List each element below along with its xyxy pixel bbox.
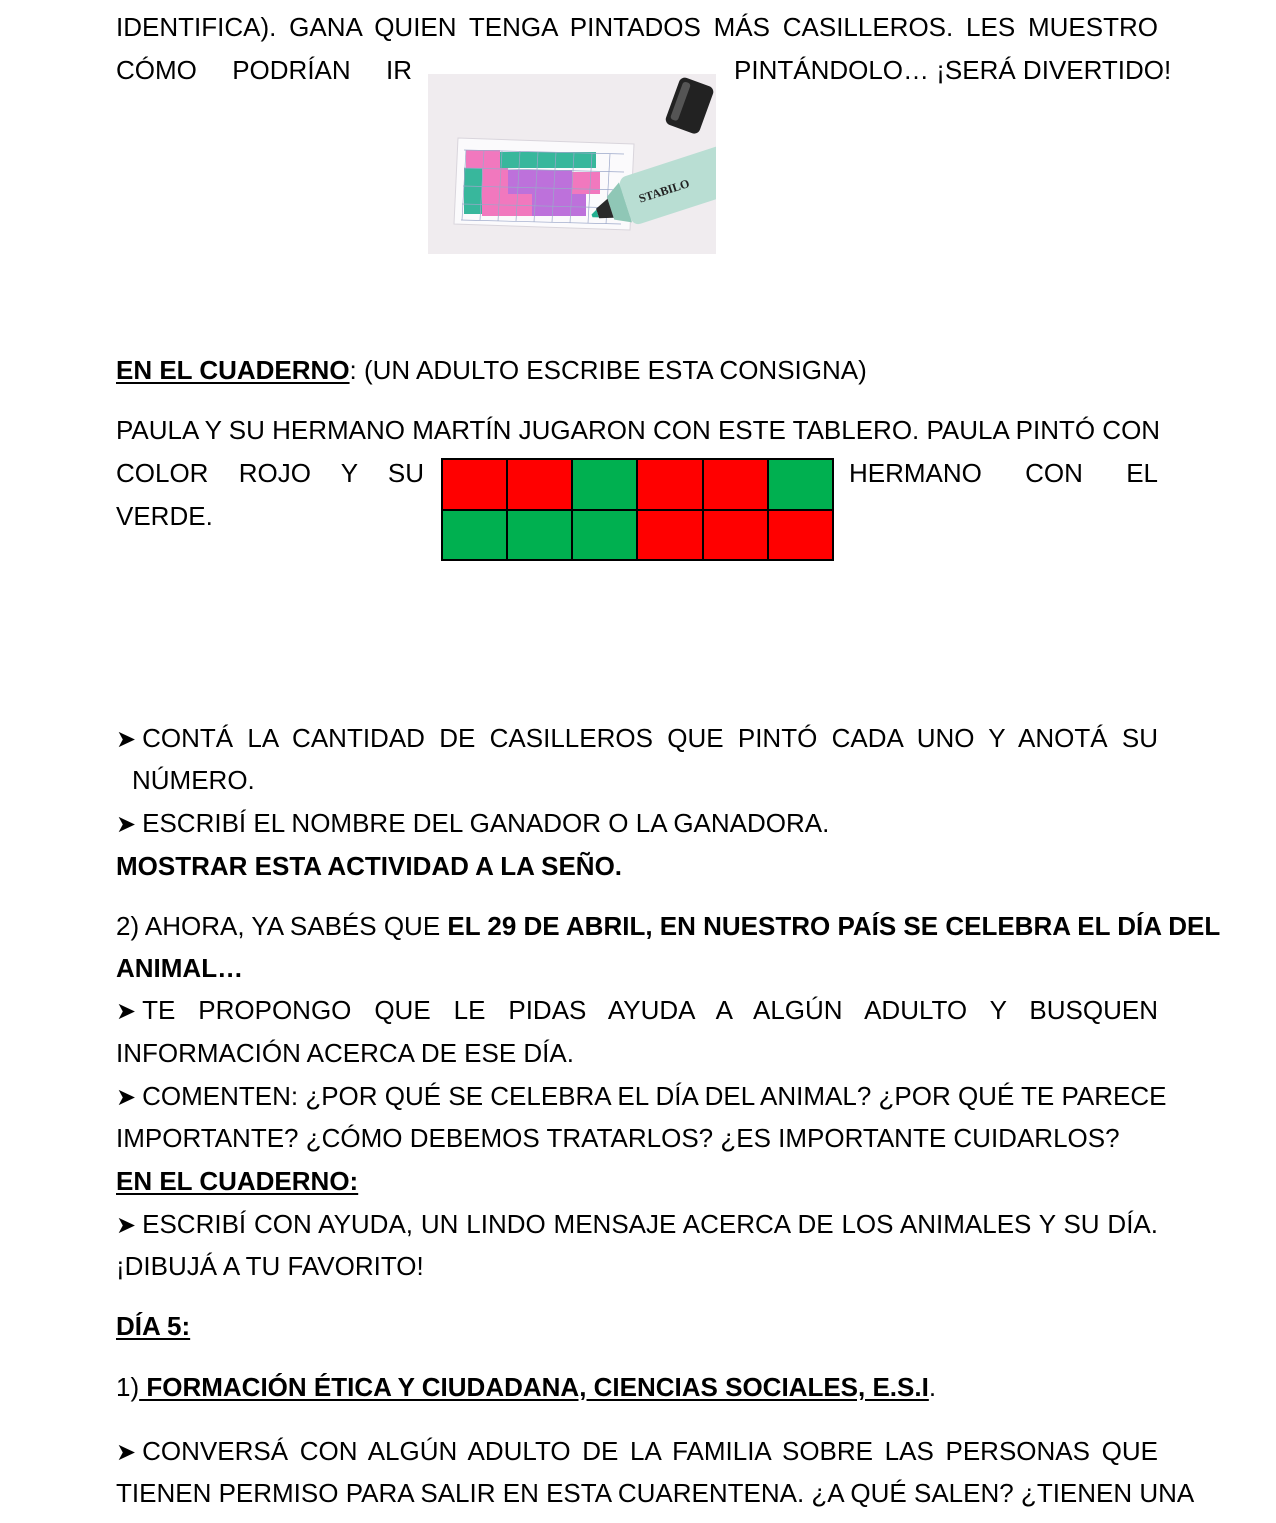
intro-bold-text: EL 29 DE ABRIL, EN NUESTRO PAÍS SE CELEBRA EL DÍA DEL [447,911,1221,941]
paragraph-line [116,909,1221,943]
intro-text: 2) AHORA, YA SABÉS QUE [116,911,448,941]
board-cell-green [507,510,572,561]
arrowhead-bullet-icon: ➤ [116,726,137,753]
board-cell-red [637,459,702,510]
cuaderno-heading-line [116,353,1158,387]
bullet-text: CONVERSÁ CON ALGÚN ADULTO DE LA FAMILIA SOBRE LAS PERSONAS QUE [142,1436,1158,1466]
paragraph-line-right: HERMANO CON EL [849,458,1158,488]
highlighter-grid-photo [428,74,716,254]
board-cell-green [572,510,637,561]
paragraph-line-left: CÓMO PODRÍAN IR [116,55,412,85]
paragraph-line: PAULA Y SU HERMANO MARTÍN JUGARON CON ESTE TABLERO. PAULA PINTÓ CON [116,415,1161,445]
board-cell-red [703,510,768,561]
board-cell-red [768,510,833,561]
bullet-text: TE PROPONGO QUE LE PIDAS AYUDA A ALGÚN ADULTO Y BUSQUEN [142,995,1158,1025]
paragraph-line: ANIMAL… [116,953,244,983]
day-heading: DÍA 5: [116,1311,191,1341]
paragraph-line-left: COLOR ROJO Y SU [116,458,424,488]
section-heading: EN EL CUADERNO: [116,1166,359,1196]
bullet-line [116,721,1158,757]
paragraph-line: VERDE. [116,501,213,531]
arrowhead-bullet-icon: ➤ [116,1439,137,1466]
arrowhead-bullet-icon: ➤ [116,1212,137,1239]
bullet-line [116,1079,1167,1115]
board-cell-red [442,459,507,510]
subject-number: 1) [116,1372,140,1402]
bullet-text: ESCRIBÍ EL NOMBRE DEL GANADOR O LA GANADORA. [142,808,830,838]
section-heading: EN EL CUADERNO [116,355,350,385]
bullet-line-continued: IMPORTANTE? ¿CÓMO DEBEMOS TRATARLOS? ¿ES IMPORTANTE CUIDARLOS? [116,1123,1120,1153]
game-board [441,458,834,561]
board-cell-red [507,459,572,510]
arrowhead-bullet-icon: ➤ [116,998,137,1025]
bullet-line [116,806,1158,842]
bullet-line-continued: NÚMERO. [132,765,255,795]
bullet-line-continued: INFORMACIÓN ACERCA DE ESE DÍA. [116,1038,574,1068]
paragraph-line-right: PINTÁNDOLO… ¡SERÁ DIVERTIDO! [734,55,1172,85]
bullet-text: COMENTEN: ¿POR QUÉ SE CELEBRA EL DÍA DEL ANIMAL? ¿POR QUÉ TE PARECE [142,1081,1167,1111]
bullet-line [116,1207,1158,1243]
board-cell-green [768,459,833,510]
board-cell-green [572,459,637,510]
board-cell-green [442,510,507,561]
bullet-text: CONTÁ LA CANTIDAD DE CASILLEROS QUE PINTÓ CADA UNO Y ANOTÁ SU [142,723,1158,753]
arrowhead-bullet-icon: ➤ [116,1084,137,1111]
bullet-text: ESCRIBÍ CON AYUDA, UN LINDO MENSAJE ACERCA DE LOS ANIMALES Y SU DÍA. [142,1209,1158,1239]
board-cell-red [637,510,702,561]
arrowhead-bullet-icon: ➤ [116,811,137,838]
bullet-line [116,1434,1158,1470]
marker-brand: STABILO [636,176,692,206]
bullet-line-continued: ¡DIBUJÁ A TU FAVORITO! [116,1251,424,1281]
subject-line [116,1370,1158,1404]
show-teacher-note: MOSTRAR ESTA ACTIVIDAD A LA SEÑO. [116,851,623,881]
board-cell-red [703,459,768,510]
bullet-line [116,993,1158,1029]
paragraph-line: IDENTIFICA). GANA QUIEN TENGA PINTADOS MÁS CASILLEROS. LES MUESTRO [116,12,1158,42]
subject-title: FORMACIÓN ÉTICA Y CIUDADANA, CIENCIAS SOCIALES, E.S.I [139,1372,929,1402]
bullet-line-continued: TIENEN PERMISO PARA SALIR EN ESTA CUARENTENA. ¿A QUÉ SALEN? ¿TIENEN UNA [116,1478,1195,1508]
subject-end: . [928,1372,937,1402]
section-heading-rest: : (UN ADULTO ESCRIBE ESTA CONSIGNA) [349,355,867,385]
